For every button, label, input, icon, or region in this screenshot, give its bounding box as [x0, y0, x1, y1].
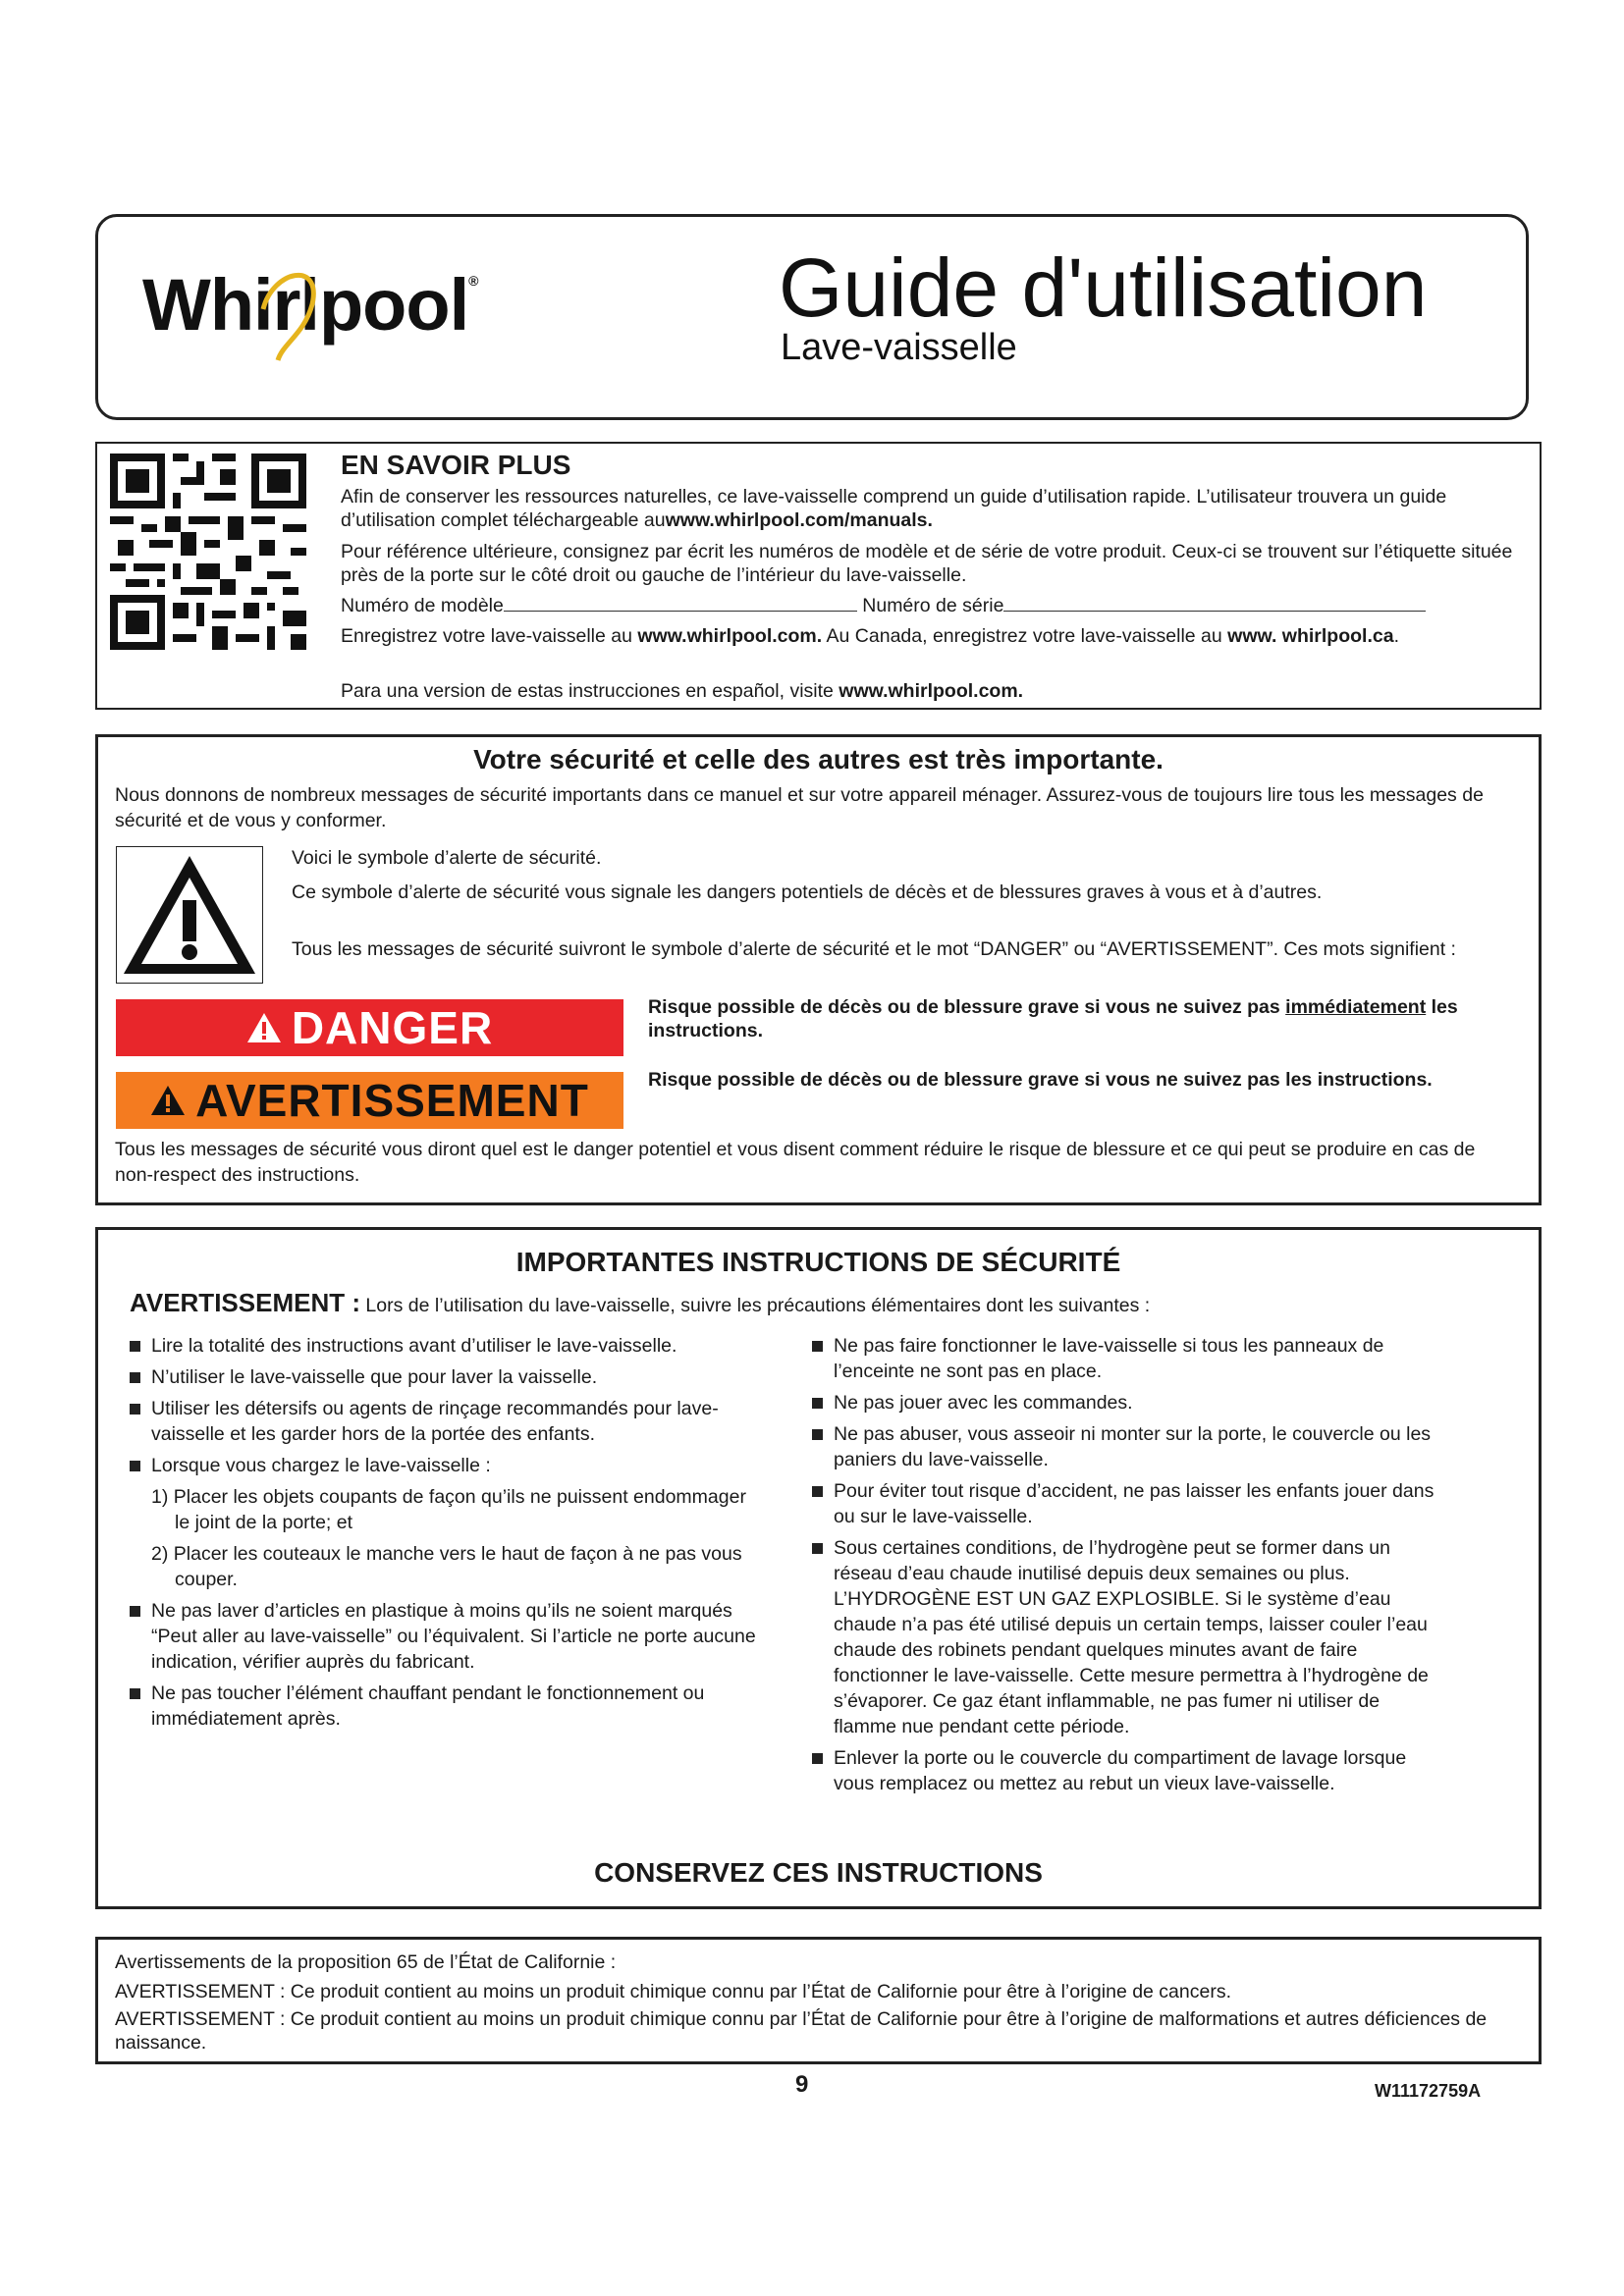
alert-triangle-icon	[116, 846, 263, 984]
learn-more-paragraph-4: Enregistrez votre lave-vaisselle au www.whirlpool.com. Au Canada, enregistrez votre lave-vaisselle au www. whirlpool.ca.	[341, 625, 1399, 647]
list-item: Ne pas faire fonctionner le lave-vaisselle si tous les panneaux de l’enceinte ne sont pas en place.	[812, 1333, 1440, 1384]
list-item: N’utiliser le lave-vaisselle que pour laver la vaisselle.	[130, 1364, 758, 1390]
register-canada-link[interactable]: www. whirlpool.ca	[1227, 625, 1394, 647]
register-link[interactable]: www.whirlpool.com.	[637, 625, 823, 647]
serial-number-label: Numéro de série	[862, 595, 1004, 616]
safety-intro: Nous donnons de nombreux messages de sécurité importants dans ce manuel et sur votre appareil ménager. Assurez-vous de toujours lire tous les messages de sécurité et de vous y conformer.	[115, 784, 1484, 831]
warning-banner	[116, 1072, 623, 1129]
learn-more-paragraph-1: Afin de conserver les ressources naturelles, ce lave-vaisselle comprend un guide d’utilisation rapide. L’utilisateur trouvera un guide d’utilisation complet téléchargeable auwww.whirlpool.com/manuals.	[341, 486, 1447, 531]
warning-description: Risque possible de décès ou de blessure grave si vous ne suivez pas les instructions.	[648, 1069, 1433, 1091]
learn-more-heading: EN SAVOIR PLUS	[341, 450, 571, 480]
list-item: Ne pas jouer avec les commandes.	[812, 1390, 1440, 1415]
document-title: Guide d'utilisation	[779, 241, 1428, 334]
symbol-line-2: Ce symbole d’alerte de sécurité vous signale les dangers potentiels de décès et de blessures graves à vous et à d’autres.	[292, 881, 1323, 903]
list-item: Lorsque vous chargez le lave-vaisselle :	[130, 1453, 758, 1478]
conserve-instructions: CONSERVEZ CES INSTRUCTIONS	[594, 1857, 1043, 1888]
list-item: Ne pas laver d’articles en plastique à moins qu’ils ne soient marqués “Peut aller au lave-vaisselle” ou l’équivalent. Si l’article ne porte aucune indication, vérifier auprès du fabricant.	[130, 1598, 758, 1675]
danger-alert-icon	[246, 1012, 282, 1043]
model-number-label: Numéro de modèle	[341, 595, 504, 616]
registered-mark: ®	[468, 273, 478, 289]
logo-swoosh-icon	[253, 250, 332, 368]
spanish-link[interactable]: www.whirlpool.com.	[839, 680, 1024, 702]
prop65-warning-cancer: AVERTISSEMENT : Ce produit contient au moins un produit chimique connu par l’État de Californie pour être à l’origine de cancers.	[115, 1981, 1232, 2002]
list-item: Pour éviter tout risque d’accident, ne pas laisser les enfants jouer dans ou sur le lave-vaisselle.	[812, 1478, 1440, 1529]
qr-code-icon	[110, 454, 306, 650]
safety-outro: Tous les messages de sécurité vous diront quel est le danger potentiel et vous disent comment réduire le risque de blessure et ce qui peut se produire en cas de non-respect des instructions.	[115, 1139, 1476, 1186]
prop65-warning-birth-defects: AVERTISSEMENT : Ce produit contient au moins un produit chimique connu par l’État de Californie pour être à l’origine de malformations et autres déficiences de naissance.	[115, 2008, 1488, 2054]
instructions-left-column	[130, 1333, 758, 1737]
danger-description: Risque possible de décès ou de blessure grave si vous ne suivez pas immédiatement les instructions.	[648, 996, 1458, 1041]
instructions-warning: AVERTISSEMENT : Lors de l’utilisation du lave-vaisselle, suivre les précautions élémentaires dont les suivantes :	[130, 1288, 1151, 1317]
model-serial-line	[341, 593, 1519, 617]
manuals-link[interactable]: www.whirlpool.com/manuals.	[665, 509, 933, 531]
danger-banner	[116, 999, 623, 1056]
list-item: Enlever la porte ou le couvercle du compartiment de lavage lorsque vous remplacez ou mettez au rebut un vieux lave-vaisselle.	[812, 1745, 1440, 1796]
prop65-heading: Avertissements de la proposition 65 de l’État de Californie :	[115, 1951, 617, 1973]
page-number: 9	[795, 2071, 809, 2098]
symbol-line-1: Voici le symbole d’alerte de sécurité.	[292, 847, 602, 869]
document-code: W11172759A	[1375, 2081, 1482, 2101]
document-subtitle: Lave-vaisselle	[781, 327, 1017, 368]
list-item: Ne pas toucher l’élément chauffant pendant le fonctionnement ou immédiatement après.	[130, 1681, 758, 1732]
list-item: Sous certaines conditions, de l’hydrogène peut se former dans un réseau d’eau chaude inutilisé depuis deux semaines ou plus. L’HYDROGÈNE EST UN GAZ EXPLOSIBLE. Si le système d’eau chaude n’a pas été utilisé depuis un certain temps, laisser couler l’eau chaude des robinets pendant quelques minutes avant de faire fonctionner le lave-vaisselle. Cette mesure permettra à l’hydrogène de s’évaporer. Ce gaz étant inflammable, ne pas fumer ni utiliser de flamme nue pendant cette période.	[812, 1535, 1440, 1739]
warning-label: AVERTISSEMENT	[195, 1075, 589, 1126]
sub-item: 2) Placer les couteaux le manche vers le haut de façon à ne pas vous couper.	[151, 1543, 742, 1590]
learn-more-paragraph-2: Pour référence ultérieure, consignez par écrit les numéros de modèle et de série de votre produit. Ceux-ci se trouvent sur l’étiquette située près de la porte sur le côté droit ou gauche de l’intérieur du lave-vaisselle.	[341, 541, 1513, 586]
danger-label: DANGER	[291, 1002, 494, 1053]
serial-number-field[interactable]	[1003, 593, 1426, 612]
list-item: Utiliser les détersifs ou agents de rinçage recommandés pour lave-vaisselle et les garder hors de la portée des enfants.	[130, 1396, 758, 1447]
instructions-heading: IMPORTANTES INSTRUCTIONS DE SÉCURITÉ	[515, 1247, 1121, 1277]
instructions-right-column	[812, 1333, 1440, 1802]
model-number-field[interactable]	[504, 593, 857, 612]
warning-alert-icon	[150, 1085, 186, 1116]
sub-item: 1) Placer les objets coupants de façon qu’ils ne puissent endommager le joint de la porte; et	[151, 1486, 746, 1533]
safety-heading: Votre sécurité et celle des autres est très importante.	[473, 744, 1164, 774]
list-item: Lire la totalité des instructions avant d’utiliser le lave-vaisselle.	[130, 1333, 758, 1359]
learn-more-paragraph-5: Para una version de estas instrucciones en español, visite www.whirlpool.com.	[341, 680, 1024, 702]
symbol-line-3: Tous les messages de sécurité suivront le symbole d’alerte de sécurité et le mot “DANGER” ou “AVERTISSEMENT”. Ces mots signifient :	[292, 938, 1456, 960]
list-item: Ne pas abuser, vous asseoir ni monter sur la porte, le couvercle ou les paniers du lave-vaisselle.	[812, 1421, 1440, 1472]
brand-name: Whirlpool	[142, 264, 469, 346]
